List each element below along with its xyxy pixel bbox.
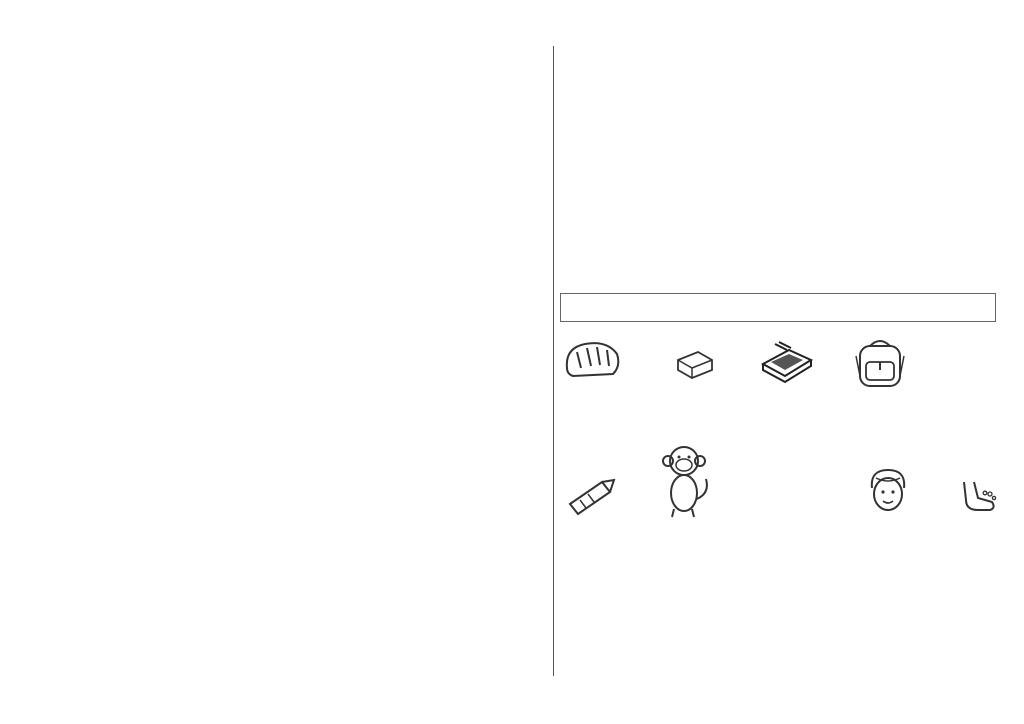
eraser-icon xyxy=(674,346,716,380)
schoolbag-icon xyxy=(852,336,908,390)
monkey-icon xyxy=(662,443,712,519)
foot-icon xyxy=(956,478,998,514)
bread-icon xyxy=(563,338,621,380)
column-divider xyxy=(553,46,554,676)
pencil-box-icon xyxy=(757,340,815,386)
word-box xyxy=(560,293,996,322)
crayon-icon xyxy=(566,478,620,518)
face-icon xyxy=(866,466,910,514)
